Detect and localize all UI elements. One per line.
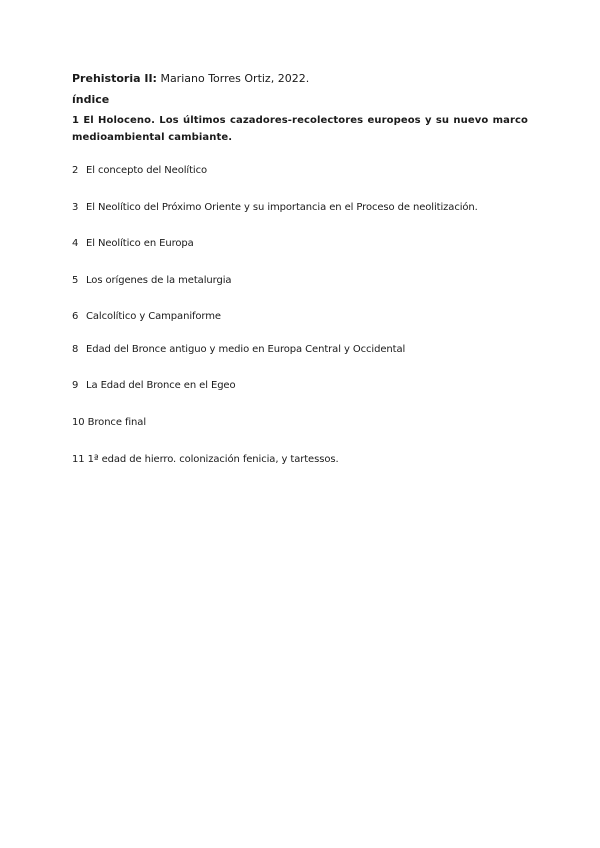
toc-item-number: 5 <box>72 275 79 286</box>
toc-item-8 <box>72 344 405 355</box>
toc-item-number: 10 <box>72 417 85 428</box>
toc-item-number: 9 <box>72 380 79 391</box>
toc-item-text: El Holoceno. Los últimos cazadores-recolectores europeos y su nuevo marco medioambiental cambiante. <box>72 115 528 143</box>
toc-item-text: El Neolítico del Próximo Oriente y su importancia en el Proceso de neolitización. <box>86 202 478 213</box>
document-header <box>72 72 309 85</box>
toc-item-4 <box>72 238 194 249</box>
toc-item-2 <box>72 165 207 176</box>
index-title: índice <box>72 93 110 106</box>
toc-item-text: 1ª edad de hierro. colonización fenicia, y tartessos. <box>87 454 339 465</box>
author-year: Mariano Torres Ortiz, 2022. <box>160 72 310 85</box>
toc-item-11 <box>72 454 339 465</box>
toc-item-text: La Edad del Bronce en el Egeo <box>86 380 236 391</box>
toc-item-number: 1 <box>72 115 80 126</box>
toc-item-number: 6 <box>72 311 79 322</box>
toc-item-text: Los orígenes de la metalurgia <box>86 275 232 286</box>
toc-item-text: El concepto del Neolítico <box>86 165 208 176</box>
toc-item-5 <box>72 275 231 286</box>
toc-item-number: 4 <box>72 238 79 249</box>
toc-item-text: Bronce final <box>87 417 147 428</box>
toc-item-number: 11 <box>72 454 85 465</box>
toc-item-6 <box>72 311 221 322</box>
toc-item-9 <box>72 380 236 391</box>
toc-item-text: Edad del Bronce antiguo y medio en Europa Central y Occidental <box>86 344 406 355</box>
toc-item-number: 2 <box>72 165 79 176</box>
course-label: Prehistoria II: <box>72 72 157 85</box>
toc-item-1 <box>72 112 528 146</box>
toc-item-3 <box>72 202 478 213</box>
toc-item-text: Calcolítico y Campaniforme <box>86 311 221 322</box>
toc-item-10 <box>72 417 146 428</box>
toc-item-number: 8 <box>72 344 79 355</box>
toc-item-number: 3 <box>72 202 79 213</box>
toc-item-text: El Neolítico en Europa <box>86 238 194 249</box>
